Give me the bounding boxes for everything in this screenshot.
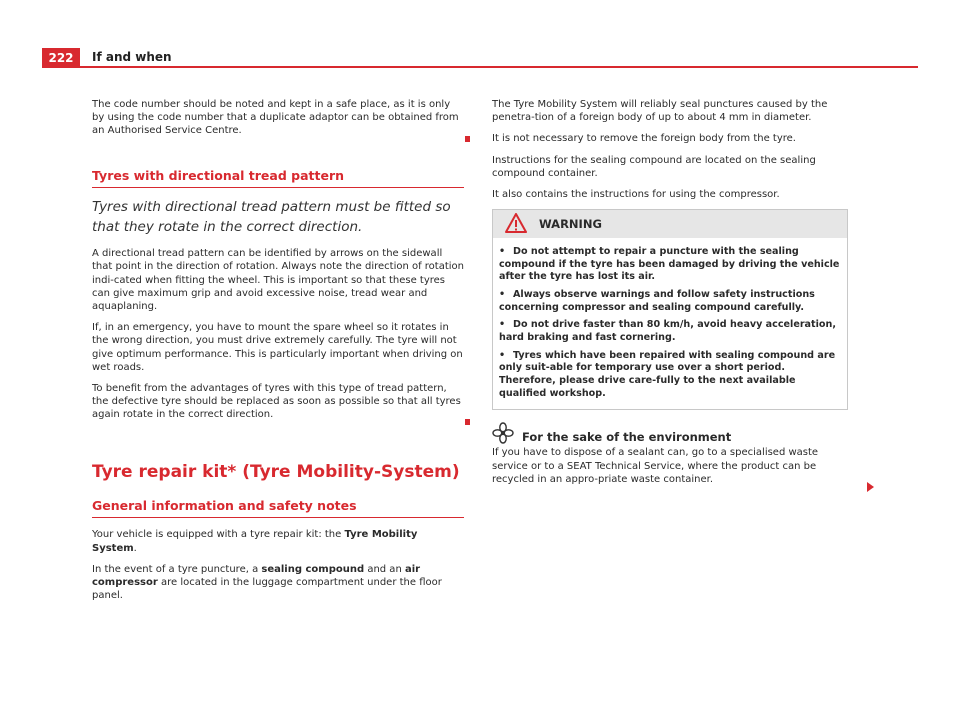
environment-text: If you have to dispose of a sealant can, go to a specialised waste service or to a SEAT Technical Service, where the product can be recycled in an appro-priate waste container. bbox=[492, 447, 819, 485]
continue-arrow-icon bbox=[867, 482, 874, 492]
header-divider bbox=[42, 66, 918, 68]
warning-item: • Do not drive faster than 80 km/h, avoid heavy acceleration, hard braking and fast cornering. bbox=[499, 319, 836, 344]
page-number: 222 bbox=[42, 48, 80, 68]
kit-paragraph-2: In the event of a tyre puncture, a sealing compound and an air compressor are located in the luggage compartment under the floor panel. bbox=[92, 563, 442, 602]
repair-kit-heading: Tyre repair kit* (Tyre Mobility-System) bbox=[92, 462, 460, 483]
warning-item: • Do not attempt to repair a puncture with the sealing compound if the tyre has been damaged by driving the vehicle after the tyre has lost its air. bbox=[499, 246, 840, 283]
warning-item: • Always observe warnings and follow safety instructions concerning compressor and sealing compound carefully. bbox=[499, 289, 815, 313]
environment-header bbox=[492, 426, 848, 446]
tms-paragraph-2: It is not necessary to remove the foreign body from the tyre. bbox=[492, 133, 796, 145]
right-column bbox=[492, 98, 848, 492]
tms-paragraph-3: Instructions for the sealing compound are located on the sealing compound container. bbox=[492, 154, 816, 179]
tyres-heading: Tyres with directional tread pattern bbox=[92, 168, 464, 189]
tms-paragraph-1: The Tyre Mobility System will reliably seal punctures caused by the penetra-tion of a foreign body of up to about 4 mm in diameter. bbox=[492, 99, 828, 124]
warning-title: WARNING bbox=[539, 217, 602, 232]
general-info-heading: General information and safety notes bbox=[92, 498, 464, 519]
section-end-marker bbox=[465, 136, 470, 142]
intro-paragraph: The code number should be noted and kept in a safe place, as it is only by using the code number that a duplicate adaptor can be obtained from an Authorised Service Centre. bbox=[92, 99, 459, 137]
page-header-title: If and when bbox=[92, 50, 172, 64]
warning-triangle-icon bbox=[505, 213, 527, 237]
left-column bbox=[92, 98, 464, 610]
environment-flower-icon bbox=[492, 422, 514, 448]
warning-body bbox=[493, 238, 847, 409]
warning-box bbox=[492, 209, 848, 410]
section-end-marker bbox=[465, 419, 470, 425]
tyres-lead: Tyres with directional tread pattern must be fitted so that they rotate in the correct direction. bbox=[92, 199, 451, 235]
tyres-paragraph-1: A directional tread pattern can be identified by arrows on the sidewall that point in the direction of rotation. Always note the direction of rotation indi-cated when fitting the wheel. This is important so that these tyres can give maximum grip and avoid excessive noise, tread wear and aquaplaning. bbox=[92, 248, 465, 312]
warning-header bbox=[493, 210, 847, 238]
tyres-paragraph-2: If, in an emergency, you have to mount the spare wheel so it rotates in the wrong direction, you must drive extremely carefully. The tyre will not give optimum performance. This is particularly important when driving on wet roads. bbox=[92, 322, 463, 373]
tms-paragraph-4: It also contains the instructions for using the compressor. bbox=[492, 188, 780, 200]
warning-item: • Tyres which have been repaired with sealing compound are only suit-able for temporary use over a short period. Therefore, please drive care-fully to the next available qualified workshop. bbox=[499, 349, 836, 399]
tyres-paragraph-3: To benefit from the advantages of tyres with this type of tread pattern, the defective tyre should be replaced as soon as possible so that all tyres again rotate in the correct direction. bbox=[92, 382, 461, 421]
kit-paragraph-1: Your vehicle is equipped with a tyre repair kit: the Tyre Mobility System. bbox=[92, 529, 418, 554]
environment-title: For the sake of the environment bbox=[522, 430, 732, 445]
